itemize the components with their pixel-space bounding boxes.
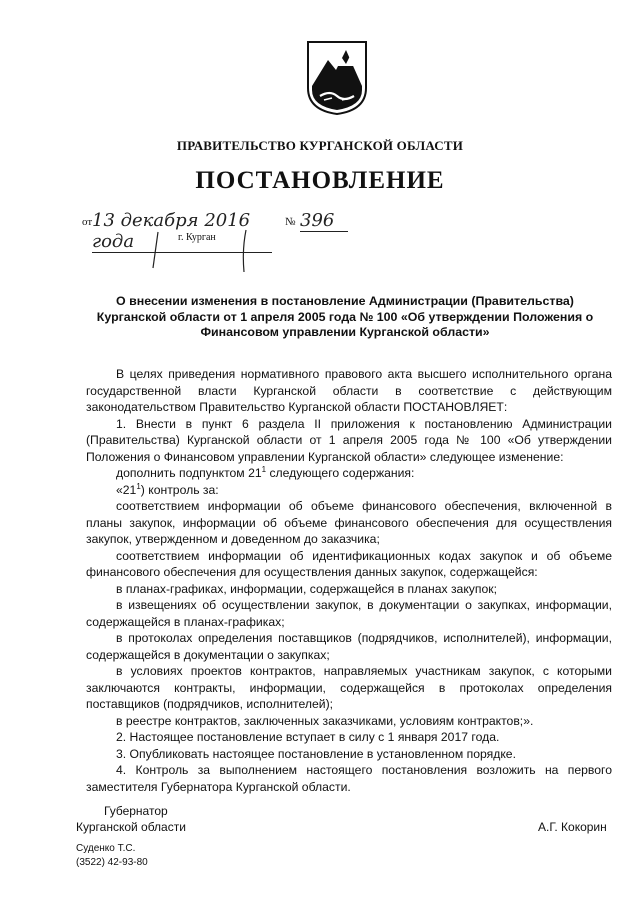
handwritten-number: 396 [300, 210, 348, 232]
paragraph-control-2e: в реестре контрактов, заключенных заказчиками, условиям контрактов;». [116, 713, 534, 728]
document-subject [75, 294, 615, 341]
paragraph-control-intro: «$21^1$) контроль за: [116, 481, 219, 497]
paragraph-item-3: 3. Опубликовать настоящее постановление в установленном порядке. [116, 746, 516, 761]
paragraph-control-2b: в извещениях об осуществлении закупок, в документации о закупках, информации, содержащейся в планах-графиках; [86, 598, 612, 629]
paragraph-preamble: В целях приведения нормативного правового акта высшего исполнительного органа государственной власти Курганской области в соответствие с действующим законодательством Правительство Курганской области ПОСТАНОВЛЯЕТ: [86, 367, 612, 414]
handwritten-date: 13 декабря 2016 года [92, 210, 272, 253]
signatory-title-line-1: Губернатор [104, 804, 168, 818]
paragraph-control-2a: в планах-графиках, информации, содержащейся в планах закупок; [116, 581, 497, 596]
paragraph-control-2d: в условиях проектов контрактов, направляемых участникам закупок, с которыми заключаются контракты, информации, содержащейся в протоколах определения поставщиков (подрядчиков, исполнителей); [86, 664, 612, 711]
executor-name: Суденко Т.С. [76, 843, 136, 854]
city-label: г. Курган [178, 232, 216, 243]
document-body [86, 366, 612, 795]
paragraph-item-1: 1. Внести в пункт 6 раздела II приложения к постановлению Администрации (Правительства) Курганской области от 1 апреля 2005 года № 100 «Об утверждении Положения о Финансовом управлении Курганской области» следующее изменение: [86, 416, 612, 464]
government-name: ПРАВИТЕЛЬСТВО КУРГАНСКОЙ ОБЛАСТИ [176, 138, 464, 153]
paragraph-control-2: соответствием информации об идентификационных кодах закупок и об объеме финансового обеспечения для осуществления данных закупок, содержащейся: [86, 548, 612, 579]
number-label: № [285, 216, 296, 228]
paragraph-item-2: 2. Настоящее постановление вступает в силу с 1 января 2017 года. [116, 730, 500, 744]
date-from-label: от [82, 216, 93, 228]
handwriting-strokes [150, 228, 260, 274]
paragraph-item-4: 4. Контроль за выполнением настоящего постановления возложить на первого заместителя Губернатора Курганской области. [86, 763, 612, 794]
subject-line-1: О внесении изменения в постановление Администрации (Правительства) [116, 294, 574, 308]
document-type-title: ПОСТАНОВЛЕНИЕ [195, 167, 445, 194]
signatory-name: А.Г. Кокорин [538, 820, 607, 834]
coat-of-arms-icon [306, 40, 368, 116]
paragraph-add-subitem: дополнить подпунктом $21^1$ следующего содержания: [116, 464, 415, 480]
paragraph-control-2c: в протоколах определения поставщиков (подрядчиков, исполнителей), информации, содержащейся в документации о закупках; [86, 631, 612, 662]
subject-line-3: Финансовом управлении Курганской области» [200, 325, 490, 340]
paragraph-control-1: соответствием информации об объеме финансового обеспечения, включенной в планы закупок, информации об объеме финансового обеспечения для осуществления закупок, утвержденном и доведенном до заказчика; [86, 499, 612, 546]
signatory-title-line-2: Курганской области [76, 820, 186, 834]
executor-phone: (3522) 42-93-80 [76, 857, 148, 868]
subject-line-2: Курганской области от 1 апреля 2005 года № 100 «Об утверждении Положения о [96, 309, 594, 324]
